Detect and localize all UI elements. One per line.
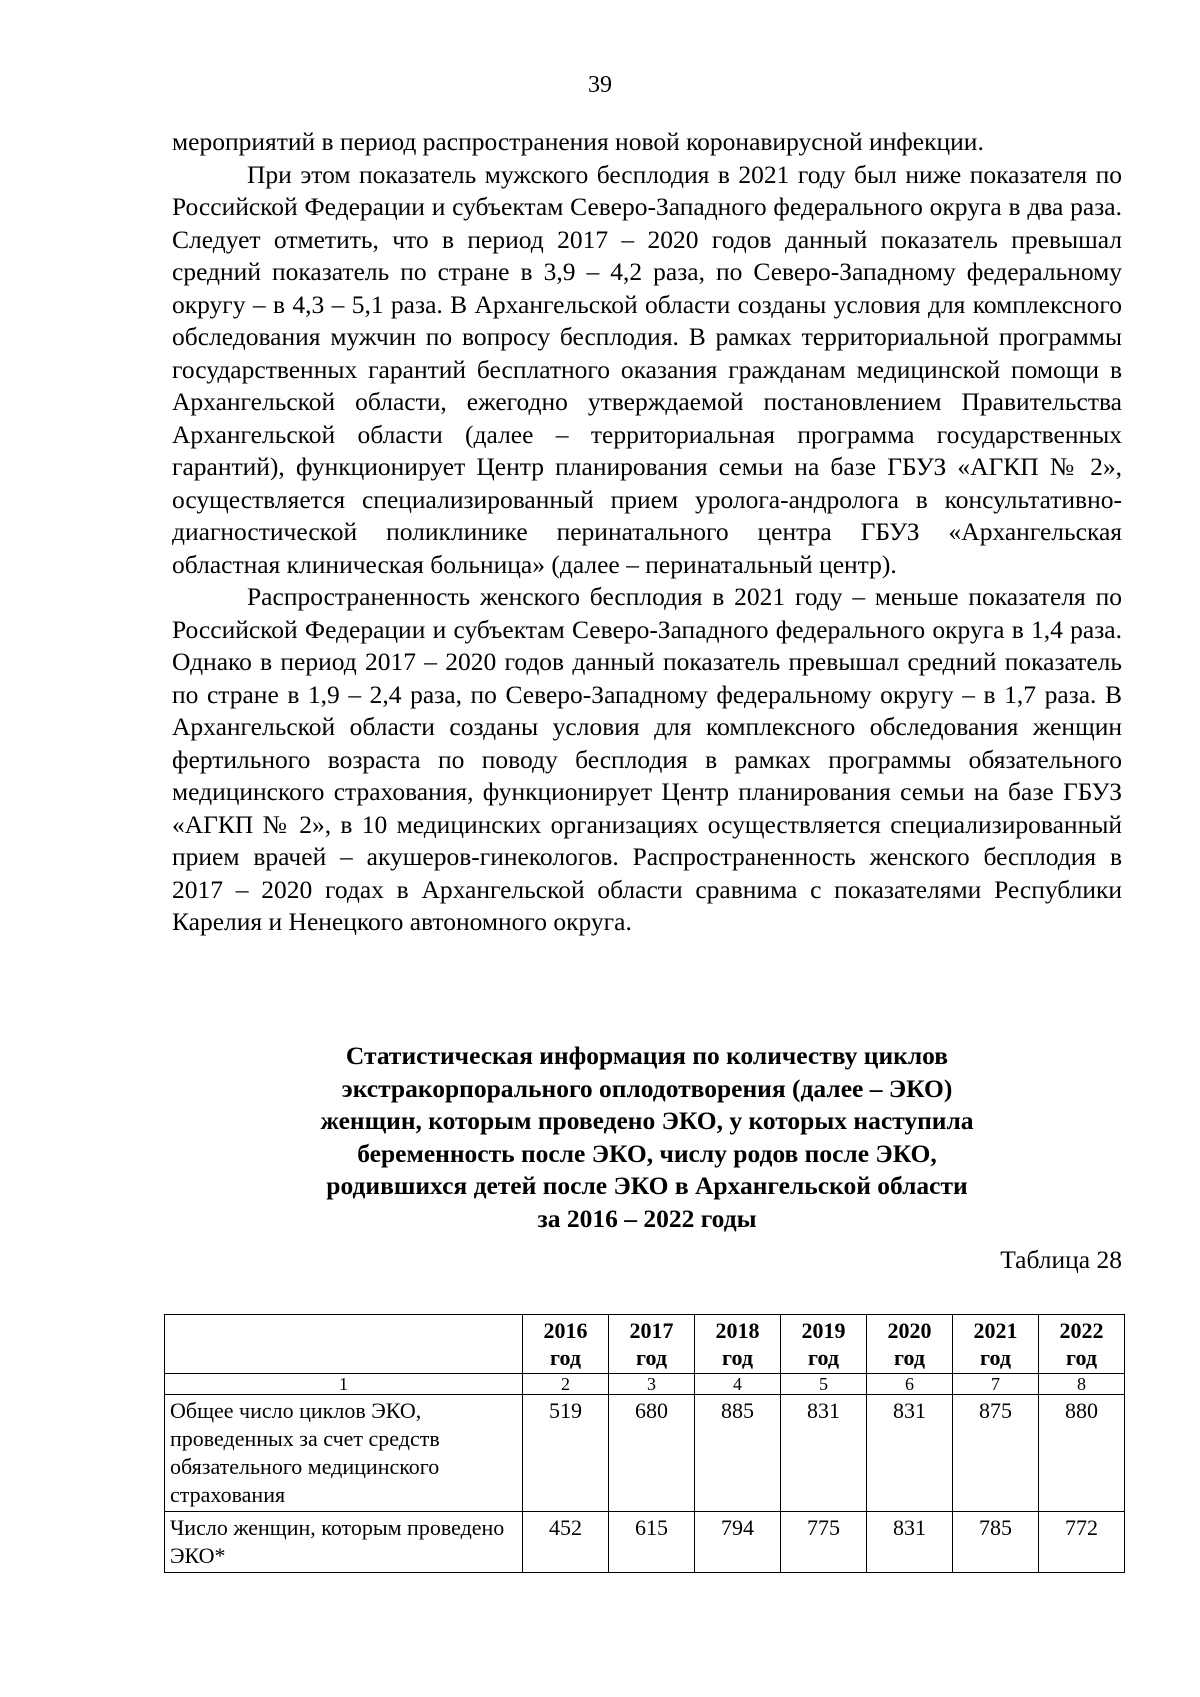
- column-number-row: [165, 1374, 1125, 1395]
- paragraph: Распространенность женского бесплодия в 2021 году – меньше показателя по Российской Федерации и субъектам Северо-Западного федерального округа в 1,4 раза. Однако в период 2017 – 2020 годов данный показатель превышал средний показатель по стране в 1,9 – 2,4 раза, по Северо-Западному федеральному округу – в 1,7 раза. В Архангельской области созданы условия для комплексного обследования женщин фертильного возраста по поводу бесплодия в рамках программы обязательного медицинского страхования, функционирует Центр планирования семьи на базе ГБУЗ «АГКП № 2», в 10 медицинских организациях осуществляется специализированный прием врачей – акушеров-гинекологов. Распространенность женского бесплодия в 2017 – 2020 годах в Архангельской области сравнима с показателями Республики Карелия и Ненецкого автономного округа.: [172, 582, 1122, 936]
- cell-value: 785: [953, 1512, 1039, 1573]
- table-header-year: 2016 год: [523, 1315, 609, 1374]
- ivf-statistics-table: [164, 1314, 1125, 1573]
- cell-value: 680: [609, 1395, 695, 1512]
- column-number: 4: [695, 1374, 781, 1395]
- column-number: 8: [1039, 1374, 1125, 1395]
- cell-value: 880: [1039, 1395, 1125, 1512]
- table-title-line: беременность после ЭКО, числу родов после ЭКО,: [357, 1138, 937, 1168]
- paragraph: мероприятий в период распространения новой коронавирусной инфекции.: [172, 127, 984, 156]
- cell-value: 775: [781, 1512, 867, 1573]
- page-number: 39: [588, 72, 612, 98]
- table-row: [165, 1512, 1125, 1573]
- paragraph: При этом показатель мужского бесплодия в 2021 году был ниже показателя по Российской Федерации и субъектам Северо-Западного федерального округа в два раза. Следует отметить, что в период 2017 – 2020 годов данный показатель превышал средний показатель по стране в 3,9 – 4,2 раза, по Северо-Западному федеральному округу – в 4,3 – 5,1 раза. В Архангельской области созданы условия для комплексного обследования мужчин по вопросу бесплодия. В рамках территориальной программы государственных гарантий бесплатного оказания гражданам медицинской помощи в Архангельской области, ежегодно утверждаемой постановлением Правительства Архангельской области (далее – территориальная программа государственных гарантий), функционирует Центр планирования семьи на базе ГБУЗ «АГКП № 2», осуществляется специализированный прием уролога-андролога в консультативно-диагностической поликлинике перинатального центра ГБУЗ «Архангельская областная клиническая больница» (далее – перинатальный центр).: [172, 159, 1122, 579]
- table-title-line: родившихся детей после ЭКО в Архангельской области: [326, 1171, 968, 1200]
- table-header-row: [165, 1315, 1125, 1374]
- cell-value: 831: [867, 1512, 953, 1573]
- cell-value: 885: [695, 1395, 781, 1512]
- cell-value: 831: [867, 1395, 953, 1512]
- table-header-year: 2018 год: [695, 1315, 781, 1374]
- cell-value: 772: [1039, 1512, 1125, 1573]
- table-title-line: женщин, которым проведено ЭКО, у которых наступила: [320, 1106, 974, 1135]
- table-title-line: Статистическая информация по количеству циклов: [345, 1041, 949, 1070]
- cell-value: 831: [781, 1395, 867, 1512]
- table-header-year: 2022 год: [1039, 1315, 1125, 1374]
- row-label: Общее число циклов ЭКО, проведенных за счет средств обязательного медицинского страхования: [165, 1395, 523, 1512]
- cell-value: 615: [609, 1512, 695, 1573]
- column-number: 2: [523, 1374, 609, 1395]
- table-header-year: 2021 год: [953, 1315, 1039, 1374]
- table-title-line: за 2016 – 2022 годы: [537, 1203, 757, 1233]
- table-label: Таблица 28: [1000, 1245, 1122, 1274]
- table-header-year: 2019 год: [781, 1315, 867, 1374]
- column-number: 7: [953, 1374, 1039, 1395]
- table-header-year: 2020 год: [867, 1315, 953, 1374]
- body-text: [172, 126, 1122, 939]
- table-row: [165, 1395, 1125, 1512]
- column-number: 5: [781, 1374, 867, 1395]
- row-label: Число женщин, которым проведено ЭКО*: [165, 1512, 523, 1573]
- column-number: 1: [165, 1374, 523, 1395]
- cell-value: 875: [953, 1395, 1039, 1512]
- column-number: 3: [609, 1374, 695, 1395]
- cell-value: 452: [523, 1512, 609, 1573]
- table-title: [172, 1040, 1122, 1235]
- table-header-year: 2017 год: [609, 1315, 695, 1374]
- table-title-line: экстракорпорального оплодотворения (далее – ЭКО): [341, 1073, 953, 1103]
- cell-value: 794: [695, 1512, 781, 1573]
- cell-value: 519: [523, 1395, 609, 1512]
- table-header-empty: [165, 1315, 523, 1374]
- column-number: 6: [867, 1374, 953, 1395]
